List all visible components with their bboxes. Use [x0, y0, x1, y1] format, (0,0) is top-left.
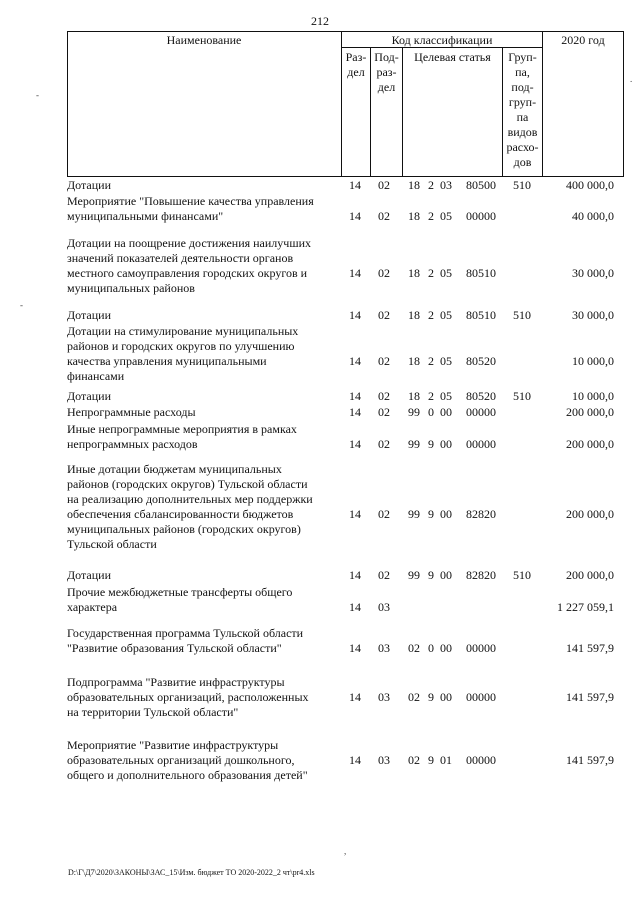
- razdel-code: 14: [349, 641, 361, 655]
- target-code-part: 2: [428, 266, 434, 280]
- target-code-part: 18: [408, 308, 420, 322]
- target-code-part: 9: [428, 690, 434, 704]
- podrazdel-code: 02: [378, 568, 390, 582]
- razdel-code: 14: [349, 753, 361, 767]
- amount-2020: 141 597,9: [566, 753, 614, 767]
- target-code-part: 01: [440, 753, 452, 767]
- target-code-part: 99: [408, 437, 420, 451]
- target-code-part: 00: [440, 690, 452, 704]
- amount-2020: 10 000,0: [572, 354, 614, 368]
- row-name: Иные дотации бюджетам муниципальных районов (городских округов) Тульской области на реализацию дополнительных мер поддержки обеспечения сбалансированности бюджетов муниципальных районов (городских округов) Тульской области: [67, 462, 313, 551]
- target-code-part: 80520: [466, 354, 496, 368]
- razdel-code: 14: [349, 690, 361, 704]
- target-code-part: 9: [428, 507, 434, 521]
- podrazdel-code: 02: [378, 266, 390, 280]
- amount-2020: 40 000,0: [572, 209, 614, 223]
- group-code: 510: [513, 178, 531, 192]
- target-code-part: 82820: [466, 507, 496, 521]
- target-code-part: 00: [440, 507, 452, 521]
- podrazdel-code: 02: [378, 437, 390, 451]
- scan-mark: -: [20, 300, 23, 310]
- podrazdel-code: 03: [378, 753, 390, 767]
- target-code-part: 18: [408, 389, 420, 403]
- target-code-part: 05: [440, 308, 452, 322]
- target-code-part: 80500: [466, 178, 496, 192]
- row-name: Дотации: [67, 568, 112, 582]
- target-code-part: 80510: [466, 308, 496, 322]
- target-code-part: 18: [408, 266, 420, 280]
- scan-mark: .: [630, 74, 633, 84]
- scan-mark: ,: [344, 846, 347, 856]
- row-name: Иные непрограммные мероприятия в рамках непрограммных расходов: [67, 422, 297, 451]
- page-number: 212: [311, 14, 329, 28]
- row-name: Мероприятие "Повышение качества управления муниципальными финансами": [67, 194, 314, 223]
- target-code-part: 2: [428, 389, 434, 403]
- row-name: Дотации: [67, 308, 112, 322]
- target-code-part: 00000: [466, 641, 496, 655]
- scan-mark: -: [36, 90, 39, 100]
- podrazdel-code: 02: [378, 354, 390, 368]
- target-code-part: 2: [428, 354, 434, 368]
- podrazdel-code: 03: [378, 641, 390, 655]
- target-code-part: 99: [408, 568, 420, 582]
- razdel-code: 14: [349, 209, 361, 223]
- target-code-part: 80520: [466, 389, 496, 403]
- row-name: Мероприятие "Развитие инфраструктуры образовательных организаций дошкольного, общего и дополнительного образования детей": [67, 738, 308, 782]
- podrazdel-code: 02: [378, 507, 390, 521]
- razdel-code: 14: [349, 354, 361, 368]
- target-code-part: 00000: [466, 209, 496, 223]
- target-code-part: 18: [408, 354, 420, 368]
- target-code-part: 2: [428, 308, 434, 322]
- target-code-part: 02: [408, 753, 420, 767]
- target-code-part: 00000: [466, 753, 496, 767]
- amount-2020: 200 000,0: [566, 568, 614, 582]
- target-code-part: 00: [440, 641, 452, 655]
- target-code-part: 9: [428, 568, 434, 582]
- target-code-part: 9: [428, 753, 434, 767]
- row-name: Прочие межбюджетные трансферты общего характера: [67, 585, 293, 614]
- podrazdel-code: 02: [378, 178, 390, 192]
- podrazdel-code: 02: [378, 209, 390, 223]
- target-code-part: 00: [440, 405, 452, 419]
- target-code-part: 99: [408, 507, 420, 521]
- row-name: Государственная программа Тульской области "Развитие образования Тульской области": [67, 626, 304, 655]
- target-code-part: 02: [408, 641, 420, 655]
- target-code-part: 18: [408, 209, 420, 223]
- amount-2020: 10 000,0: [572, 389, 614, 403]
- header-name: Наименование: [166, 33, 242, 47]
- amount-2020: 1 227 059,1: [557, 600, 614, 614]
- header-group: Груп- па, под- груп- па видов расхо- дов: [506, 50, 539, 169]
- header-podrazdel: Под- раз- дел: [374, 50, 399, 94]
- target-code-part: 05: [440, 354, 452, 368]
- target-code-part: 02: [408, 690, 420, 704]
- group-code: 510: [513, 389, 531, 403]
- podrazdel-code: 03: [378, 600, 390, 614]
- target-code-part: 05: [440, 389, 452, 403]
- header-classification: Код классификации: [391, 33, 493, 47]
- header-target: Целевая статья: [414, 50, 491, 64]
- amount-2020: 141 597,9: [566, 641, 614, 655]
- razdel-code: 14: [349, 178, 361, 192]
- target-code-part: 9: [428, 437, 434, 451]
- target-code-part: 2: [428, 178, 434, 192]
- header-divider: [542, 31, 543, 176]
- row-name: Дотации на стимулирование муниципальных районов и городских округов по улучшению качества управления муниципальными финансами: [67, 324, 299, 383]
- amount-2020: 200 000,0: [566, 405, 614, 419]
- target-code-part: 99: [408, 405, 420, 419]
- razdel-code: 14: [349, 405, 361, 419]
- podrazdel-code: 02: [378, 405, 390, 419]
- group-code: 510: [513, 568, 531, 582]
- target-code-part: 82820: [466, 568, 496, 582]
- target-code-part: 00: [440, 437, 452, 451]
- target-code-part: 00000: [466, 690, 496, 704]
- razdel-code: 14: [349, 568, 361, 582]
- target-code-part: 00000: [466, 437, 496, 451]
- amount-2020: 30 000,0: [572, 308, 614, 322]
- target-code-part: 0: [428, 641, 434, 655]
- razdel-code: 14: [349, 437, 361, 451]
- group-code: 510: [513, 308, 531, 322]
- amount-2020: 200 000,0: [566, 437, 614, 451]
- target-code-part: 05: [440, 266, 452, 280]
- row-name: Дотации на поощрение достижения наилучших значений показателей деятельности органов местного самоуправления городских округов и муниципальных районов: [67, 236, 311, 295]
- razdel-code: 14: [349, 308, 361, 322]
- target-code-part: 03: [440, 178, 452, 192]
- podrazdel-code: 02: [378, 308, 390, 322]
- amount-2020: 141 597,9: [566, 690, 614, 704]
- target-code-part: 2: [428, 209, 434, 223]
- row-name: Непрограммные расходы: [67, 405, 196, 419]
- target-code-part: 80510: [466, 266, 496, 280]
- header-divider: [402, 48, 403, 176]
- header-year: 2020 год: [561, 33, 605, 47]
- razdel-code: 14: [349, 600, 361, 614]
- target-code-part: 18: [408, 178, 420, 192]
- row-name: Подпрограмма "Развитие инфраструктуры образовательных организаций, расположенных на территории Тульской области": [67, 675, 309, 719]
- row-name: Дотации: [67, 389, 112, 403]
- target-code-part: 00000: [466, 405, 496, 419]
- podrazdel-code: 03: [378, 690, 390, 704]
- amount-2020: 400 000,0: [566, 178, 614, 192]
- file-path-footer: D:\Г\Д7\2020\ЗАКОНЫ\ЗАС_15\Изм. бюджет ТО 2020-2022_2 чт\pr4.xls: [68, 868, 315, 877]
- target-code-part: 05: [440, 209, 452, 223]
- target-code-part: 00: [440, 568, 452, 582]
- podrazdel-code: 02: [378, 389, 390, 403]
- amount-2020: 30 000,0: [572, 266, 614, 280]
- razdel-code: 14: [349, 507, 361, 521]
- amount-2020: 200 000,0: [566, 507, 614, 521]
- razdel-code: 14: [349, 389, 361, 403]
- row-name: Дотации: [67, 178, 112, 192]
- target-code-part: 0: [428, 405, 434, 419]
- header-razdel: Раз- дел: [345, 50, 367, 79]
- razdel-code: 14: [349, 266, 361, 280]
